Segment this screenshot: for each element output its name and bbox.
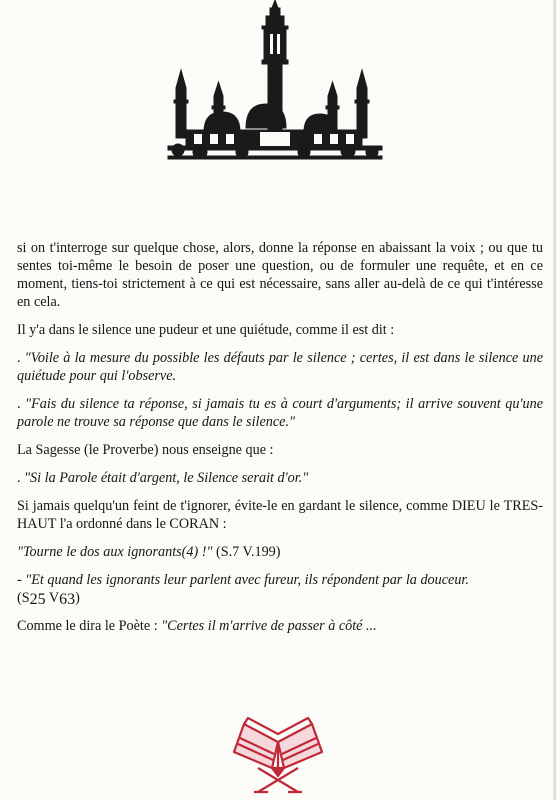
- quote-text: "Tourne le dos aux ignorants(4) !": [17, 544, 213, 560]
- quote-5: [17, 571, 543, 607]
- paragraph-2: [17, 321, 543, 339]
- quote-2: [17, 395, 543, 431]
- bullet-prefix: -: [17, 572, 26, 588]
- ref-surah-label: (S: [17, 590, 30, 606]
- quran-on-stand-icon: [228, 712, 328, 794]
- verse-reference: [17, 590, 80, 606]
- quote-text: "Et quand les ignorants leur parlent avec fureur, ils répondent par la douceur.: [25, 572, 469, 588]
- paragraph-4: [17, 497, 543, 533]
- paragraph-5: [17, 617, 543, 635]
- paragraph-1: [17, 239, 543, 311]
- ref-surah-number: 25: [29, 591, 46, 608]
- quote-text: "Voile à la mesure du possible les défauts par le silence ; certes, il est dans le silence une quiétude pour qui l'observe.: [17, 350, 543, 384]
- bullet-prefix: .: [17, 350, 25, 366]
- paragraph-text: La Sagesse (le Proverbe) nous enseigne que :: [17, 442, 274, 458]
- paragraph-3: [17, 441, 543, 459]
- quote-4: [17, 543, 543, 561]
- quote-text: "Fais du silence ta réponse, si jamais tu es à court d'arguments; il arrive souvent qu'une parole ne trouve sa réponse que dans le silence.": [17, 396, 543, 430]
- verse-reference: (S.7 V.199): [212, 544, 281, 560]
- quote-1: [17, 349, 543, 385]
- quote-3: [17, 469, 543, 487]
- quote-text: "Si la Parole était d'argent, le Silence serait d'or.": [24, 470, 309, 486]
- quote-text: "Certes il m'arrive de passer à côté ...: [161, 618, 377, 634]
- ref-verse-number: 63: [59, 591, 76, 608]
- paragraph-text: si on t'interroge sur quelque chose, alors, donne la réponse en abaissant la voix ; ou que tu sentes toi-même le besoin de poser une question, ou de formuler une requête, et en ce moment, tiens-toi strictement à ce qui est nécessaire, sans aller au-delà de ce qui t'intéresse en cela.: [17, 240, 543, 310]
- bullet-prefix: .: [17, 396, 26, 412]
- paragraph-text: Si jamais quelqu'un feint de t'ignorer, évite-le en gardant le silence, comme DIEU le TRES-HAUT l'a ordonné dans le CORAN :: [17, 498, 543, 532]
- text-body: [17, 239, 543, 645]
- bullet-prefix: .: [17, 470, 25, 486]
- mosque-illustration: [164, 0, 386, 170]
- ref-verse-label: V: [45, 590, 60, 606]
- paragraph-text: Il y'a dans le silence une pudeur et une quiétude, comme il est dit :: [17, 322, 395, 338]
- ref-close: ): [75, 590, 80, 606]
- paragraph-text: Comme le dira le Poète :: [17, 618, 162, 634]
